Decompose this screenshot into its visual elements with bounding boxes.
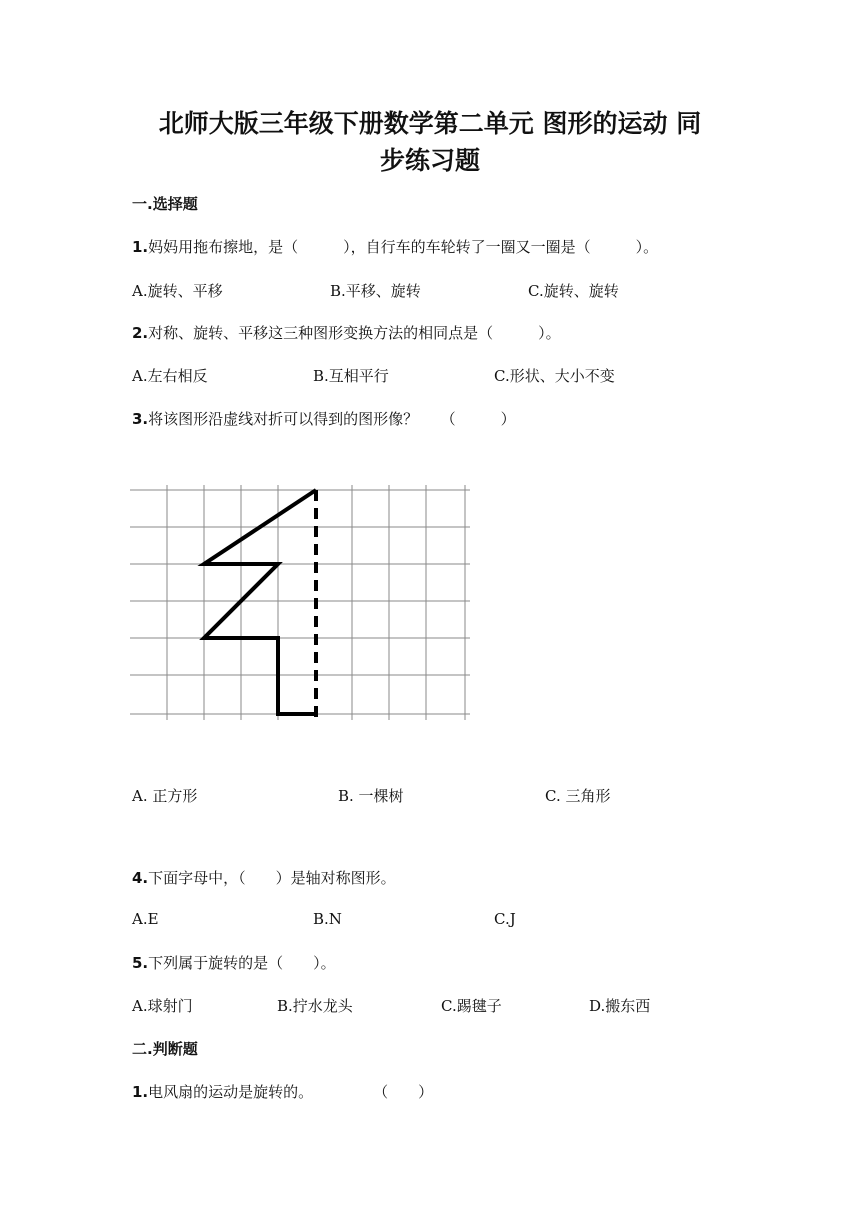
- question-5: [132, 952, 336, 973]
- question-number: 1.: [132, 1083, 149, 1101]
- q2-option-b: B.互相平行: [313, 367, 389, 385]
- question-text: 妈妈用拖布擦地，是（ ），自行车的车轮转了一圈又一圈是（ ）。: [148, 238, 659, 256]
- q5-option-d: D.搬东西: [589, 997, 651, 1015]
- q5-option-b: B.拧水龙头: [277, 997, 353, 1015]
- q1-option-b: B.平移、旋转: [330, 282, 421, 300]
- question-number: 2.: [132, 324, 149, 342]
- grid-figure: [130, 485, 475, 725]
- page-title-line1: 北师大版三年级下册数学第二单元 图形的运动 同: [158, 109, 702, 138]
- question-number: 1.: [132, 238, 149, 256]
- judgment-1: [132, 1081, 433, 1102]
- question-text: 电风扇的运动是旋转的。 （ ）: [148, 1083, 434, 1101]
- question-1: [132, 236, 658, 257]
- q2-option-a: A.左右相反: [132, 367, 208, 385]
- q3-option-c: C. 三角形: [545, 787, 611, 805]
- q3-option-a: A. 正方形: [132, 787, 198, 805]
- question-text: 将该图形沿虚线对折可以得到的图形像？ （ ）: [148, 410, 516, 428]
- q5-option-a: A.球射门: [132, 997, 193, 1015]
- q1-option-a: A.旋转、平移: [132, 282, 223, 300]
- half-figure-outline: [204, 490, 316, 714]
- section-heading-judgment: 二.判断题: [132, 1040, 198, 1058]
- q4-option-a: A.E: [132, 910, 159, 928]
- section-heading-choice: 一.选择题: [132, 195, 198, 213]
- q5-option-c: C.踢毽子: [441, 997, 502, 1015]
- page-title-line2: 步练习题: [379, 146, 480, 175]
- question-3: [132, 408, 516, 429]
- question-number: 3.: [132, 410, 149, 428]
- q3-option-b: B. 一棵树: [338, 787, 404, 805]
- grid-lines: [130, 485, 470, 720]
- q4-option-c: C.J: [494, 910, 516, 928]
- question-text: 下面字母中，（ ）是轴对称图形。: [148, 869, 396, 887]
- question-4: [132, 867, 396, 888]
- q4-option-b: B.N: [313, 910, 342, 928]
- question-text: 下列属于旋转的是（ ）。: [148, 954, 336, 972]
- q1-option-c: C.旋转、旋转: [528, 282, 619, 300]
- question-2: [132, 322, 561, 343]
- question-text: 对称、旋转、平移这三种图形变换方法的相同点是（ ）。: [148, 324, 561, 342]
- question-number: 4.: [132, 869, 149, 887]
- question-number: 5.: [132, 954, 149, 972]
- q2-option-c: C.形状、大小不变: [494, 367, 615, 385]
